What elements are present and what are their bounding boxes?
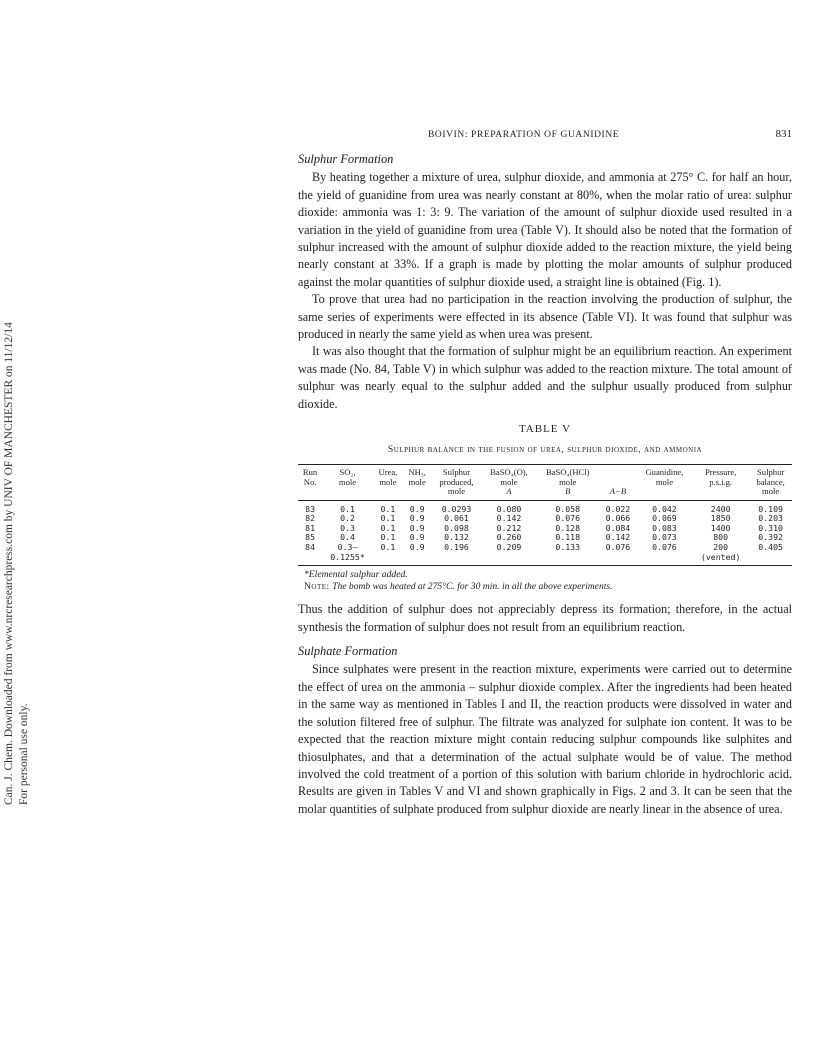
cell: 0.196 — [444, 542, 469, 553]
cell: 0.142 — [605, 532, 631, 543]
cell — [749, 553, 792, 566]
watermark-line-1: Can. J. Chem. Downloaded from www.nrcresearchpress.com by UNIV OF MANCHESTER on 11/12/14 — [3, 322, 15, 805]
cell: 0.3 — [340, 522, 355, 533]
note-label: Note: — [304, 581, 330, 593]
cell — [431, 553, 481, 566]
unit2-sulphur-produced: mole — [447, 486, 466, 497]
article-body — [298, 151, 792, 818]
cell: 0.9 — [409, 513, 425, 524]
cell — [403, 553, 431, 566]
col-header-so2: SO₂, — [322, 464, 373, 477]
unit-pressure: p.s.i.g. — [709, 476, 733, 487]
cell: 0.066 — [605, 513, 631, 524]
unit-baso4-o: mole — [500, 476, 518, 487]
table-header-row — [298, 478, 792, 488]
col-header-nh3: NH₃, — [403, 464, 431, 477]
cell: 200 — [713, 542, 729, 553]
cell: 84 — [305, 542, 315, 553]
cell: 0.061 — [444, 513, 469, 524]
cell: 0.1255* — [322, 553, 373, 566]
cell: 0.109 — [758, 503, 783, 514]
cell: 0.022 — [605, 503, 631, 514]
unit-guanidine: mole — [655, 476, 674, 487]
cell — [599, 553, 637, 566]
paragraph: Thus the addition of sulphur does not appreciably depress its formation; therefore, in the actual synthesis the formation of sulphur does not result from an equilibrium reaction. — [298, 602, 792, 634]
watermark-line-2: For personal use only. — [18, 703, 30, 805]
table-caption: TABLE V — [518, 423, 572, 436]
cell: 0.212 — [496, 522, 522, 533]
table-header-row — [298, 487, 792, 500]
unit-nh3: mole — [408, 476, 426, 487]
cell: 0.058 — [555, 503, 581, 514]
cell: 0.1 — [380, 542, 396, 553]
col-header-pressure: Pressure, — [692, 464, 749, 477]
unit-so2: mole — [338, 476, 357, 487]
paragraph: Since sulphates were present in the reaction mixture, experiments were carried out to determine the effect of urea on the ammonia – sulphur dioxide complex. After the ingredients had been heated in the same way as mentioned in Tables I and II, the reaction products were dissolved in water and the solution filtered free of sulphur. The filtrate was analyzed for sulphate ion content. It was to be expected that the reaction mixture might contain reducing sulphur compounds like sulphites and thiosulphates, and that a determination of the actual sulphate would be of value. The method involved the cold treatment of a portion of this solution with barium chloride in hydrochloric acid. Results are given in Tables V and VI and shown graphically in Figs. 2 and 3. It can be seen that the molar quantities of sulphate produced from sulphur dioxide are nearly linear in the absence of urea. — [298, 662, 792, 816]
note-text: The bomb was heated at 275°C. for 30 min. in all the above experiments. — [332, 581, 613, 593]
cell: 0.1 — [380, 513, 396, 524]
cell: 1400 — [710, 522, 731, 533]
cell: 0.9 — [409, 542, 425, 553]
section-heading-sulphate-formation: Sulphate Formation — [298, 644, 398, 659]
unit-sulphur-balance: balance, — [756, 476, 785, 487]
cell: 0.310 — [758, 522, 783, 533]
cell: 0.133 — [555, 542, 581, 553]
cell: 0.076 — [555, 513, 581, 524]
cell: 83 — [305, 503, 315, 514]
cell — [482, 553, 537, 566]
unit-baso4-hcl: mole — [559, 476, 577, 487]
cell: 82 — [305, 513, 315, 524]
col-header-urea: Urea, — [373, 464, 403, 477]
cell: 0.0293 — [441, 503, 472, 514]
unit2-baso4-o: A — [506, 486, 512, 497]
cell: 0.203 — [758, 513, 783, 524]
cell: 0.073 — [652, 532, 677, 543]
unit2-baso4-hcl: B — [565, 486, 571, 497]
running-header — [300, 128, 792, 144]
col-header-sulphur-produced: Sulphur — [431, 464, 481, 477]
cell: 0.069 — [652, 513, 677, 524]
download-watermark — [2, 215, 32, 805]
paragraph: It was also thought that the formation of sulphur might be an equilibrium reaction. An experiment was made (No. 84, Table V) in which sulphur was added to the reaction mixture. The total amount of sulphur was nearly equal to the sulphur added and the sulphur usually produced from sulphur dioxide. — [298, 344, 792, 411]
col-header-guanidine: Guanidine, — [637, 464, 692, 477]
sulphur-balance-table — [298, 464, 792, 566]
cell: 85 — [305, 532, 315, 543]
cell: 0.128 — [555, 522, 581, 533]
paragraph: By heating together a mixture of urea, sulphur dioxide, and ammonia at 275° C. for half an hour, the yield of guanidine from urea was nearly constant at 80%, when the molar ratio of urea: sulphur dioxide: ammonia was 1: 3: 9. The variation of the amount of sulphur dioxide used resulted in a variation in the yield of guanidine from urea (Table V). It should also be noted that the formation of sulphur increased with the amount of sulphur dioxide added to the reaction mixture, the yield being nearly constant at 33%. If a graph is made by plotting the molar amounts of sulphur produced against the molar quantities of sulphur dioxide used, a straight line is obtained (Fig. 1). — [298, 170, 792, 289]
col-header-baso4-hcl: BaSO₄(HCl) — [536, 464, 599, 477]
col-header-run: Run — [298, 464, 322, 477]
unit-urea: mole — [379, 476, 397, 487]
cell: 0.1 — [340, 503, 355, 514]
cell: 0.405 — [758, 542, 783, 553]
cell: 0.1 — [380, 522, 396, 533]
col-header-baso4-o: BaSO₄(O), — [482, 464, 537, 477]
cell: 0.098 — [444, 522, 469, 533]
table-title: Sulphur balance in the fusion of urea, sulphur dioxide, and ammonia — [387, 443, 703, 455]
page-number: 831 — [775, 128, 792, 140]
section-heading-sulphur-formation: Sulphur Formation — [298, 152, 394, 166]
cell: 0.118 — [555, 532, 581, 543]
cell: 0.1 — [380, 532, 396, 543]
cell: (vented) — [692, 553, 749, 566]
cell: 0.132 — [444, 532, 469, 543]
cell: 0.392 — [758, 532, 783, 543]
unit-run: No. — [303, 476, 317, 487]
cell: 0.142 — [496, 513, 522, 524]
cell: 0.9 — [409, 532, 425, 543]
col-header-sulphur-balance: Sulphur — [749, 464, 792, 477]
cell: 0.9 — [409, 503, 425, 514]
cell: 0.083 — [652, 522, 677, 533]
cell — [373, 553, 403, 566]
cell: 2400 — [710, 503, 731, 514]
running-title: BOIVIN: PREPARATION OF GUANIDINE — [428, 130, 620, 140]
cell: 0.080 — [496, 503, 522, 514]
cell: 0.4 — [340, 532, 355, 543]
paragraph: To prove that urea had no participation in the reaction involving the production of sulphur, the same series of experiments were effected in its absence (Table VI). It was found that sulphur was produced in nearly the same yield as when urea was present. — [298, 292, 792, 342]
col-header-a-minus-b — [599, 464, 637, 477]
table-v — [298, 421, 792, 593]
unit-sulphur-produced: produced, — [439, 476, 474, 487]
cell: 0.260 — [496, 532, 522, 543]
cell: 0.209 — [496, 542, 522, 553]
unit2-sulphur-balance: mole — [762, 486, 780, 497]
cell: 0.076 — [652, 542, 677, 553]
cell: 800 — [713, 532, 729, 543]
cell: 0.042 — [652, 503, 677, 514]
cell: 0.3– — [337, 542, 358, 553]
cell: 0.076 — [605, 542, 631, 553]
table-footnote — [304, 569, 792, 593]
table-row — [298, 553, 792, 566]
cell: 0.084 — [605, 522, 631, 533]
cell: 1850 — [710, 513, 731, 524]
cell — [637, 553, 692, 566]
cell — [298, 553, 322, 566]
cell — [536, 553, 599, 566]
table-note — [304, 581, 792, 593]
cell: 81 — [305, 522, 315, 533]
table-row — [298, 500, 792, 514]
footnote-star: *Elemental sulphur added. — [304, 569, 408, 581]
cell: 0.9 — [409, 522, 425, 533]
cell: 0.1 — [380, 503, 396, 514]
cell: 0.2 — [340, 513, 355, 524]
unit2-a-minus-b: A−B — [609, 486, 627, 497]
